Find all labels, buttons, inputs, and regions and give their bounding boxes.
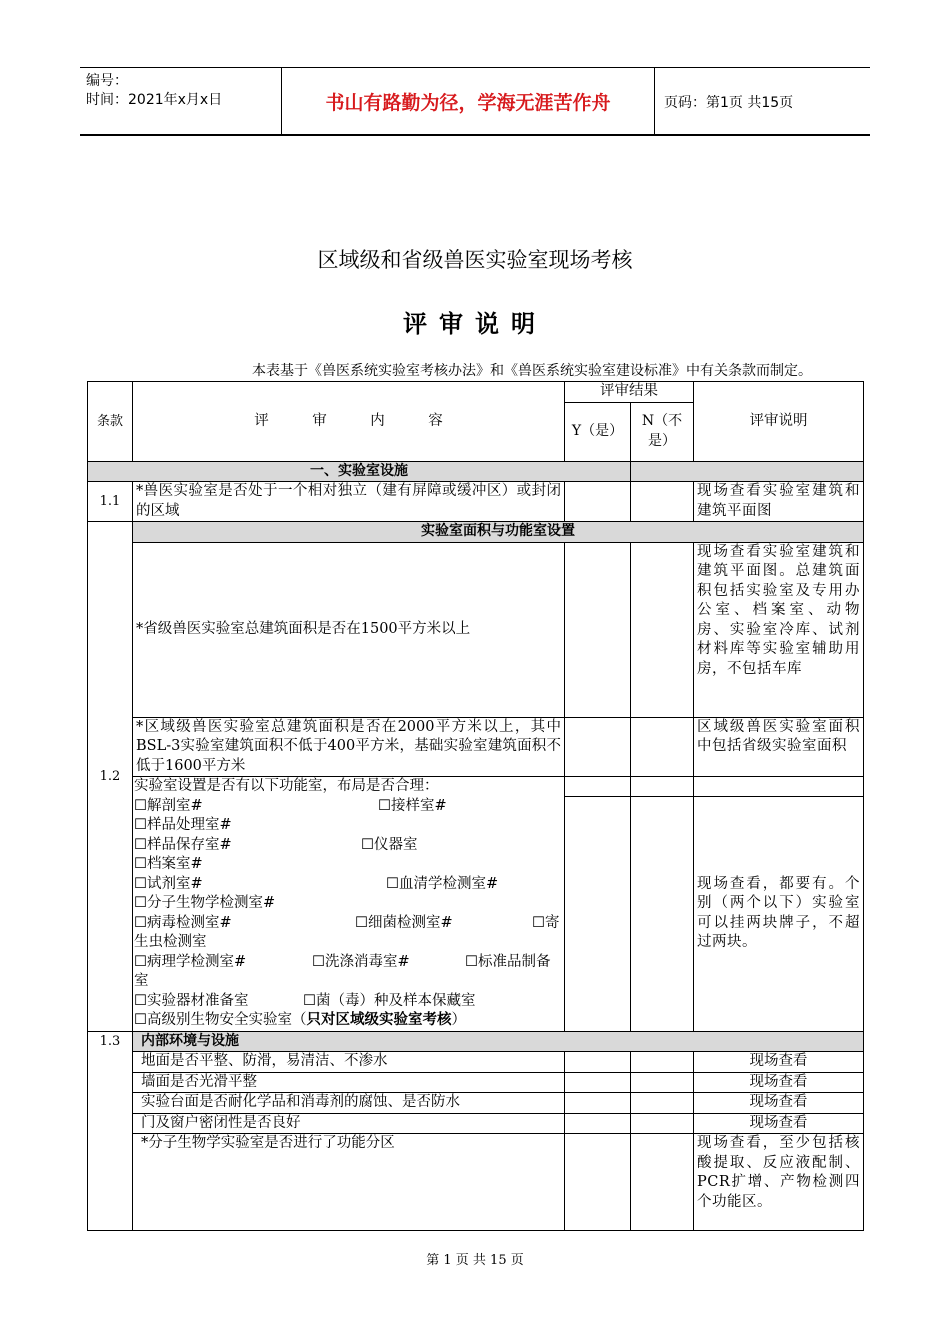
clause-1-3-item-content: 墙面是否光滑平整 (133, 1072, 565, 1093)
table-row (88, 542, 864, 717)
table-row (88, 1072, 864, 1093)
header-yes: Y（是） (565, 402, 631, 461)
clause-1-3-item-content: 实验台面是否耐化学品和消毒剂的腐蚀、是否防水 (133, 1093, 565, 1114)
room-checkbox[interactable]: ☐接样室# (378, 797, 447, 814)
clause-1-2-c-no[interactable] (631, 797, 694, 1032)
table-row (88, 1052, 864, 1073)
clause-1-3-item-yes[interactable] (565, 1113, 631, 1134)
clause-1-1-note: 现场查看实验室建筑和建筑平面图 (694, 482, 864, 522)
header-page-number: 页码：第1页 共15页 (664, 95, 794, 111)
clause-1-3-title: 内部环境与设施 (133, 1031, 864, 1052)
clause-1-3-e-note: 现场查看，至少包括核酸提取、反应液配制、PCR扩增、产物检测四个功能区。 (694, 1134, 864, 1231)
table-row (88, 1093, 864, 1114)
clause-1-3-item-note: 现场查看 (694, 1072, 864, 1093)
header-content: 评 审 内 容 (133, 382, 565, 462)
clause-1-3-item-content: 门及窗户密闭性是否良好 (133, 1113, 565, 1134)
header-number: 编号： (86, 73, 128, 89)
room-checkbox[interactable]: ☐寄 (532, 914, 560, 931)
room-checkbox[interactable]: ☐档案室# (134, 856, 203, 872)
table-row (88, 522, 864, 543)
room-checkbox[interactable]: ☐高级别生物安全实验室（ (134, 1012, 307, 1028)
room-checkbox[interactable]: ☐样品处理室# (134, 817, 232, 833)
clause-1-1-yes[interactable] (565, 482, 631, 522)
clause-1-3-e-content: *分子生物学实验室是否进行了功能分区 (133, 1134, 565, 1231)
clause-1-1-no[interactable] (631, 482, 694, 522)
clause-1-2-b-no[interactable] (631, 717, 694, 777)
table-row (88, 1134, 864, 1231)
clause-1-1-content: *兽医实验室是否处于一个相对独立（建有屏障或缓冲区）或封闭的区域 (133, 482, 565, 522)
header-clause: 条款 (88, 382, 133, 462)
document-subtitle: 评审说明 (403, 309, 547, 338)
room-checkbox[interactable]: ☐病毒检测室# (134, 914, 232, 931)
clause-1-2: 1.2 (88, 522, 133, 1032)
room-checkbox[interactable]: ☐试剂室# (134, 875, 203, 892)
room-restriction-end: ） (451, 1012, 466, 1028)
clause-1-2-c-content (133, 777, 565, 1032)
room-checkbox[interactable]: ☐血清学检测室# (386, 875, 499, 892)
clause-1-3-item-note: 现场查看 (694, 1093, 864, 1114)
clause-1-3-item-yes[interactable] (565, 1052, 631, 1073)
room-checkbox[interactable]: ☐仪器室 (361, 836, 418, 853)
header-no: N（不是） (631, 402, 694, 461)
clause-1-2-c-yes-top[interactable] (565, 777, 631, 797)
room-checkbox[interactable]: ☐细菌检测室# (355, 914, 453, 931)
clause-1-1: 1.1 (88, 482, 133, 522)
room-checkbox[interactable]: ☐分子生物学检测室# (134, 895, 276, 911)
clause-1-3-item-no[interactable] (631, 1072, 694, 1093)
room-label-continued: 生虫检测室 (134, 934, 207, 950)
header-motto: 书山有路勤为径，学海无涯苦作舟 (325, 91, 611, 114)
clause-1-2-c-yes[interactable] (565, 797, 631, 1032)
room-restriction: 只对区域级实验室考核 (306, 1012, 452, 1028)
header-date: 时间：2021年x月x日 (86, 92, 223, 108)
clause-1-3-item-yes[interactable] (565, 1093, 631, 1114)
clause-1-2-b-content: *区域级兽医实验室总建筑面积是否在2000平方米以上，其中BSL-3实验室建筑面积不低于400平方米，基础实验室建筑面积不低于1600平方米 (133, 717, 565, 777)
room-checkbox[interactable]: ☐标准品制备 (465, 953, 551, 970)
room-checkbox[interactable]: ☐样品保存室# (134, 836, 232, 853)
header-result: 评审结果 (565, 382, 694, 403)
clause-1-3-e-yes[interactable] (565, 1134, 631, 1231)
clause-1-3-item-no[interactable] (631, 1052, 694, 1073)
room-checkbox[interactable]: ☐洗涤消毒室# (312, 953, 410, 970)
header-meta (86, 72, 276, 110)
page-footer: 第 1 页 共 15 页 (426, 1253, 524, 1268)
audit-table (87, 381, 864, 1231)
clause-1-2-b-yes[interactable] (565, 717, 631, 777)
clause-1-3-item-content: 地面是否平整、防滑，易清洁、不渗水 (133, 1052, 565, 1073)
table-row (88, 1113, 864, 1134)
clause-1-3-e-no[interactable] (631, 1134, 694, 1231)
header-divider-2 (654, 67, 655, 135)
clause-1-2-a-no[interactable] (631, 542, 694, 717)
rooms-intro: 实验室设置是否有以下功能室，布局是否合理： (134, 778, 439, 794)
clause-1-2-c-note-top (694, 777, 864, 797)
clause-1-2-a-note: 现场查看实验室建筑和建筑平面图。总建筑面积包括实验室及专用办公室、档案室、动物房、实验室冷库、试剂材料库等实验室辅助用房，不包括车库 (694, 542, 864, 717)
clause-1-2-a-content: *省级兽医实验室总建筑面积是否在1500平方米以上 (133, 542, 565, 717)
room-checkbox[interactable]: ☐菌（毒）种及样本保藏室 (303, 992, 476, 1009)
table-row (88, 717, 864, 777)
document-title: 区域级和省级兽医实验室现场考核 (317, 248, 633, 272)
clause-1-2-c-note: 现场查看，都要有。个别（两个以下）实验室可以挂两块牌子，不超过两块。 (694, 797, 864, 1032)
table-row (88, 482, 864, 522)
clause-1-3-item-no[interactable] (631, 1113, 694, 1134)
document-intro: 本表基于《兽医系统实验室考核办法》和《兽医系统实验室建设标准》中有关条款而制定。 (252, 363, 812, 379)
section-1-row (88, 461, 864, 482)
clause-1-3-item-no[interactable] (631, 1093, 694, 1114)
section-1-title: 一、实验室设施 (88, 461, 631, 482)
header-note: 评审说明 (694, 382, 864, 462)
clause-1-2-title: 实验室面积与功能室设置 (133, 522, 864, 543)
clause-1-2-a-yes[interactable] (565, 542, 631, 717)
clause-1-2-b-note: 区域级兽医实验室面积中包括省级实验室面积 (694, 717, 864, 777)
clause-1-3-item-note: 现场查看 (694, 1113, 864, 1134)
section-1-filler (631, 461, 864, 482)
clause-1-2-c-no-top[interactable] (631, 777, 694, 797)
table-header-row (88, 382, 864, 403)
room-checkbox[interactable]: ☐实验器材准备室 (134, 992, 249, 1009)
clause-1-3-item-yes[interactable] (565, 1072, 631, 1093)
table-row (88, 777, 864, 797)
table-row (88, 1031, 864, 1052)
clause-1-3: 1.3 (88, 1031, 133, 1231)
room-label-continued: 室 (134, 973, 149, 989)
room-checkbox[interactable]: ☐解剖室# (134, 797, 203, 814)
room-checkbox[interactable]: ☐病理学检测室# (134, 953, 247, 970)
clause-1-3-item-note: 现场查看 (694, 1052, 864, 1073)
